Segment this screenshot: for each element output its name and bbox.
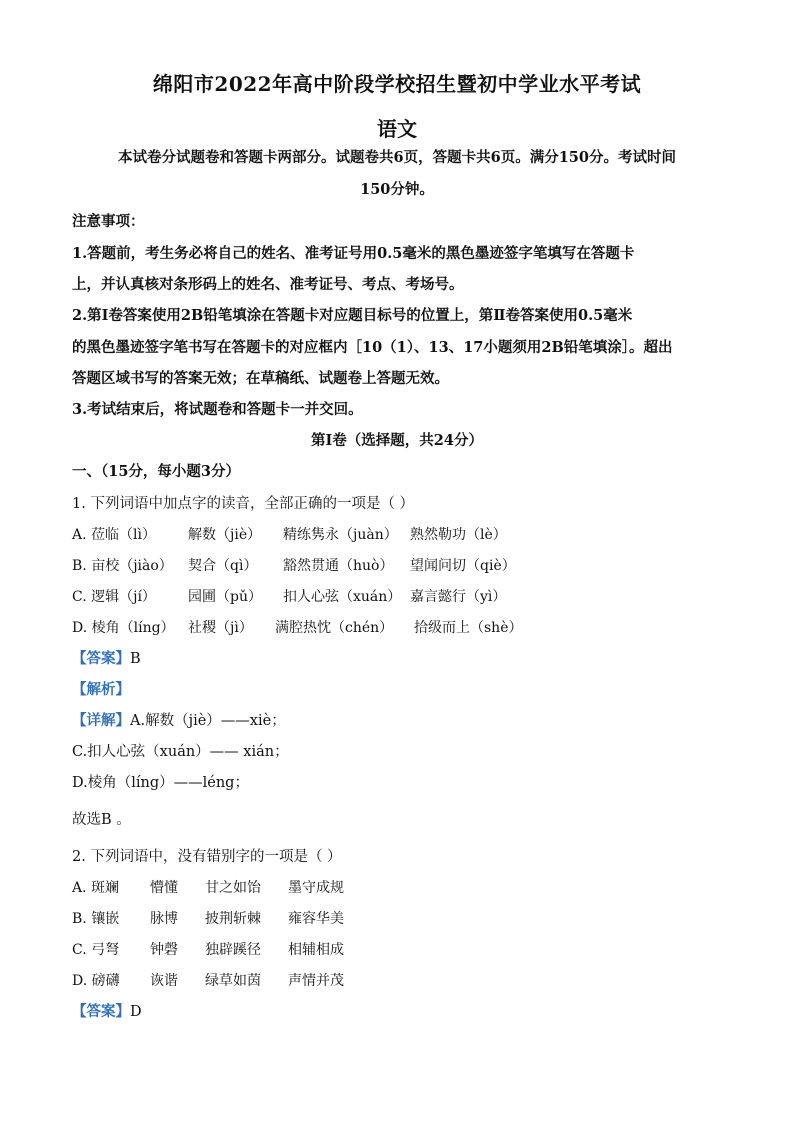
q1-stem: 1. 下列词语中加点字的读音，全部正确的一项是（ ） xyxy=(72,496,415,512)
q2-answer xyxy=(72,1002,732,1022)
intro-line-2: 150分钟。 xyxy=(360,181,434,198)
q2-option-b-col1: B. 镶嵌 xyxy=(72,911,120,927)
q2-answer-value: D xyxy=(130,1004,142,1020)
detail-tag: 【详解】 xyxy=(72,712,130,729)
q2-option-b-col4: 雍容华美 xyxy=(288,911,344,927)
q2-option-c-col3: 独辟蹊径 xyxy=(205,942,261,958)
q1-answer xyxy=(72,649,732,669)
q1-option-a-col2: 解数（jiè） xyxy=(188,527,262,543)
q1-option-b-col2: 契合（qì） xyxy=(188,558,258,574)
notice-item-1-line-2: 上，并认真核对条形码上的姓名、准考证号、考点、考场号。 xyxy=(72,276,464,293)
intro-line-1: 本试卷分试题卷和答题卡两部分。试题卷共6页，答题卡共6页。满分150分。考试时间 xyxy=(118,149,676,166)
q1-option-c-col4: 嘉言懿行（yì） xyxy=(410,589,507,605)
q1-detail-2: C.扣人心弦（xuán）—— xián； xyxy=(72,744,289,760)
q1-option-d-col2: 社稷（jì） xyxy=(188,620,253,636)
q1-detail-1 xyxy=(72,711,732,731)
answer-tag: 【答案】 xyxy=(72,650,130,667)
q1-answer-value: B xyxy=(130,651,141,667)
q1-option-c-col3: 扣人心弦（xuán） xyxy=(283,589,402,605)
q1-option-b-col1: B. 亩校（jiào） xyxy=(72,558,173,574)
q1-option-d-col1: D. 棱角（líng） xyxy=(72,620,175,636)
q2-option-d-col1: D. 磅礴 xyxy=(72,973,120,989)
notice-heading: 注意事项： xyxy=(72,213,145,230)
q2-option-a-col2: 懵懂 xyxy=(150,880,178,896)
q2-option-c-col1: C. 弓弩 xyxy=(72,942,120,958)
page-title: 绵阳市2022年高中阶段学校招生暨初中学业水平考试 xyxy=(152,72,642,96)
q1-option-d-col3: 满腔热忱（chén） xyxy=(275,620,394,636)
notice-item-3: 3.考试结束后，将试题卷和答题卡一并交回。 xyxy=(72,401,363,418)
q2-stem: 2. 下列词语中，没有错别字的一项是（ ） xyxy=(72,849,342,865)
q1-option-d-col4: 拾级而上（shè） xyxy=(414,620,523,636)
q1-option-b-col3: 豁然贯通（huò） xyxy=(283,558,394,574)
q2-option-a-col3: 甘之如饴 xyxy=(205,880,261,896)
notice-item-1-line-1: 1.答题前，考生务必将自己的姓名、准考证号用0.5毫米的黑色墨迹签字笔填写在答题卡 xyxy=(72,245,635,262)
q1-option-c-col2: 园圃（pǔ） xyxy=(188,589,262,605)
section-heading: 第Ⅰ卷（选择题，共24分） xyxy=(311,432,483,449)
q1-analysis xyxy=(72,680,732,700)
q1-detail-3: D.棱角（líng）——léng； xyxy=(72,775,249,791)
q1-detail-1-text: A.解数（jiè）——xiè； xyxy=(130,713,286,729)
notice-item-2-line-2: 的黑色墨迹签字笔书写在答题卡的对应框内［10（1）、13、17小题须用2B铅笔填涂］。超出 xyxy=(72,339,673,356)
q1-option-b-col4: 望闻问切（qiè） xyxy=(410,558,516,574)
q1-option-c-col1: C. 逻辑（jí） xyxy=(72,589,156,605)
q2-option-c-col2: 钟磬 xyxy=(150,942,178,958)
q1-option-a-col3: 精练隽永（juàn） xyxy=(283,527,398,543)
notice-item-2-line-1: 2.第Ⅰ卷答案使用2B铅笔填涂在答题卡对应题目标号的位置上，第Ⅱ卷答案使用0.5毫米 xyxy=(72,307,633,324)
part-one-heading: 一、（15分，每小题3分） xyxy=(72,463,241,480)
q2-option-a-col4: 墨守成规 xyxy=(288,880,344,896)
q2-option-d-col3: 绿草如茵 xyxy=(205,973,261,989)
q2-option-a-col1: A. 斑斓 xyxy=(72,880,120,896)
notice-item-2-line-3: 答题区域书写的答案无效；在草稿纸、试题卷上答题无效。 xyxy=(72,370,449,387)
q1-option-a-col4: 熟然勒功（lè） xyxy=(410,527,507,543)
q1-option-a-col1: A. 莅临（lì） xyxy=(72,527,156,543)
q1-conclusion: 故选B 。 xyxy=(72,812,131,828)
answer-tag: 【答案】 xyxy=(72,1003,130,1020)
q2-option-d-col4: 声情并茂 xyxy=(288,973,344,989)
q2-option-c-col4: 相辅相成 xyxy=(288,942,344,958)
q2-option-b-col2: 脉博 xyxy=(150,911,178,927)
analysis-tag: 【解析】 xyxy=(72,681,130,698)
q2-option-b-col3: 披荆斩棘 xyxy=(205,911,261,927)
subject-heading: 语文 xyxy=(377,117,417,141)
q2-option-d-col2: 诙谐 xyxy=(150,973,178,989)
